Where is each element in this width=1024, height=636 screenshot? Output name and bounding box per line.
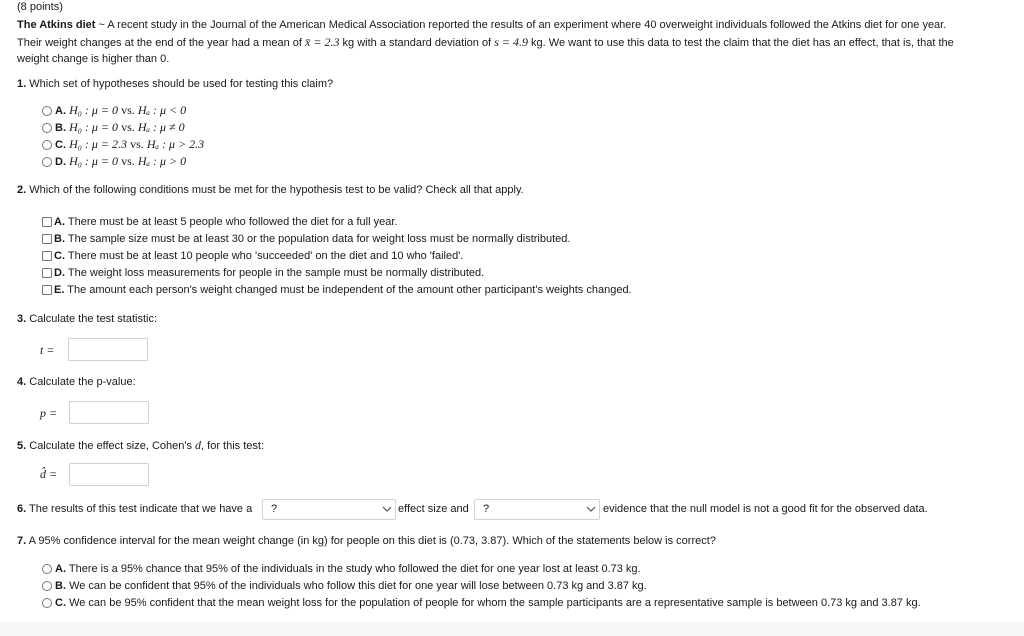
q1-text: Which set of hypotheses should be used for testing this claim? [29,78,334,90]
sd-expression: s = 4.9 [494,34,528,49]
option-letter: C. [54,250,65,262]
q1-option-d[interactable] [42,154,186,169]
radio-button[interactable] [42,581,52,591]
q5-text-a: Calculate the effect size, Cohen's [29,440,196,452]
option-text: The weight loss measurements for people in the sample must be normally distributed. [67,267,485,279]
intro-line-2a: Their weight changes at the end of the year had a mean of [17,36,306,49]
points-label: (8 points) [17,1,63,13]
q7-option-a[interactable] [42,563,641,575]
alt-hypothesis: Hₐ : μ > 2.3 [146,137,205,151]
option-letter: C. [55,139,66,151]
q5-prompt [17,438,264,453]
q1-option-b[interactable] [42,120,185,135]
radio-button[interactable] [42,598,52,608]
chevron-down-icon [586,505,596,513]
q2-text: Which of the following conditions must be met for the hypothesis test to be valid? Check all that apply. [29,184,524,196]
q6-prompt-a: The results of this test indicate that we have a [29,503,253,515]
q2-option-a[interactable] [42,216,397,228]
radio-button[interactable] [42,123,52,133]
q2-number: 2. [17,184,27,196]
t-statistic-input[interactable] [68,338,148,361]
null-hypothesis: H₀ : μ = 0 [69,103,119,117]
option-letter: B. [55,122,66,134]
option-text: The amount each person's weight changed must be independent of the amount other participant's weights changed. [67,284,632,296]
radio-button[interactable] [42,106,52,116]
p-value-input[interactable] [69,401,149,424]
chevron-down-icon [382,505,392,513]
q4-text: Calculate the p-value: [29,376,136,388]
q1-option-a[interactable] [42,103,186,118]
intro-line-1: A recent study in the Journal of the American Medical Association reported the results of an experiment where 40 overweight individuals followed the Atkins diet for one year. [107,19,947,31]
q4-prompt [17,376,136,388]
q7-option-b[interactable] [42,580,647,592]
option-text: There must be at least 5 people who followed the diet for a full year. [67,216,398,228]
q1-option-c[interactable] [42,137,204,152]
problem-title: The Atkins diet [17,19,96,31]
option-letter: C. [55,597,66,609]
mean-expression: x̄ = 2.3 [305,34,340,49]
radio-button[interactable] [42,140,52,150]
option-letter: D. [54,267,65,279]
option-letter: E. [54,284,65,296]
q6-text-a [17,503,252,515]
vs-label: vs. [121,103,135,117]
q7-option-c[interactable] [42,597,921,609]
alt-hypothesis: Hₐ : μ ≠ 0 [137,120,185,134]
option-letter: A. [55,105,66,117]
radio-button[interactable] [42,157,52,167]
option-text: There is a 95% chance that 95% of the individuals in the study who followed the diet for one year lost at least 0.73 kg. [68,563,641,575]
intro-line-3: weight change is higher than 0. [17,53,170,65]
q2-option-c[interactable] [42,250,463,262]
vs-label: vs. [121,120,135,134]
q2-option-e[interactable] [42,284,632,296]
checkbox[interactable] [42,217,52,227]
q2-option-d[interactable] [42,267,484,279]
q4-number: 4. [17,376,27,388]
checkbox[interactable] [42,251,52,261]
option-letter: D. [55,156,66,168]
vs-label: vs. [121,154,135,168]
checkbox[interactable] [42,268,52,278]
select-value: ? [271,503,278,515]
q5-number: 5. [17,440,27,452]
title-dash: ~ [95,19,108,31]
effect-size-select[interactable] [262,499,396,520]
q1-prompt [17,78,333,90]
checkbox[interactable] [42,285,52,295]
q5-text-b: , for this test: [201,440,264,452]
option-letter: A. [54,216,65,228]
intro-line-2b: kg with a standard deviation of [339,36,495,49]
q2-option-b[interactable] [42,233,570,245]
option-letter: B. [54,233,65,245]
q2-prompt [17,184,524,196]
intro-line-2c: kg. We want to use this data to test the claim that the diet has an effect, that is, that the [527,36,954,49]
q3-text: Calculate the test statistic: [29,313,158,325]
null-hypothesis: H₀ : μ = 0 [69,120,119,134]
null-hypothesis: H₀ : μ = 0 [69,154,119,168]
null-hypothesis: H₀ : μ = 2.3 [69,137,128,151]
problem-intro [17,17,1007,68]
alt-hypothesis: Hₐ : μ > 0 [137,154,187,168]
checkbox[interactable] [42,234,52,244]
q6-number: 6. [17,503,27,515]
q3-prompt [17,313,157,325]
option-text: There must be at least 10 people who 'succeeded' on the diet and 10 who 'failed'. [67,250,464,262]
option-text: We can be confident that 95% of the individuals who follow this diet for one year will lose between 0.73 kg and 3.87 kg. [69,580,647,592]
option-letter: A. [55,563,66,575]
evidence-select[interactable] [474,499,600,520]
q7-number: 7. [17,535,27,547]
cohens-d-symbol: d [195,438,202,452]
q1-number: 1. [17,78,27,90]
effect-size-label: d̂ = [40,467,58,481]
p-value-label: p = [40,406,58,420]
q6-text-c: evidence that the null model is not a good fit for the observed data. [603,503,928,515]
q3-number: 3. [17,313,27,325]
select-value: ? [483,503,490,515]
alt-hypothesis: Hₐ : μ < 0 [137,103,187,117]
effect-size-input[interactable] [69,463,149,486]
radio-button[interactable] [42,564,52,574]
vs-label: vs. [130,137,144,151]
q6-text-b: effect size and [398,503,469,515]
option-text: The sample size must be at least 30 or the population data for weight loss must be normally distributed. [67,233,571,245]
option-text: We can be 95% confident that the mean weight loss for the population of people for whom the sample participants are a representative sample is between 0.73 kg and 3.87 kg. [69,597,921,609]
option-letter: B. [55,580,66,592]
q7-prompt [17,535,716,547]
bottom-strip [0,622,1024,636]
q7-text: A 95% confidence interval for the mean weight change (in kg) for people on this diet is (0.73, 3.87). Which of the statements below is correct? [28,535,716,547]
t-statistic-label: t = [40,343,55,357]
